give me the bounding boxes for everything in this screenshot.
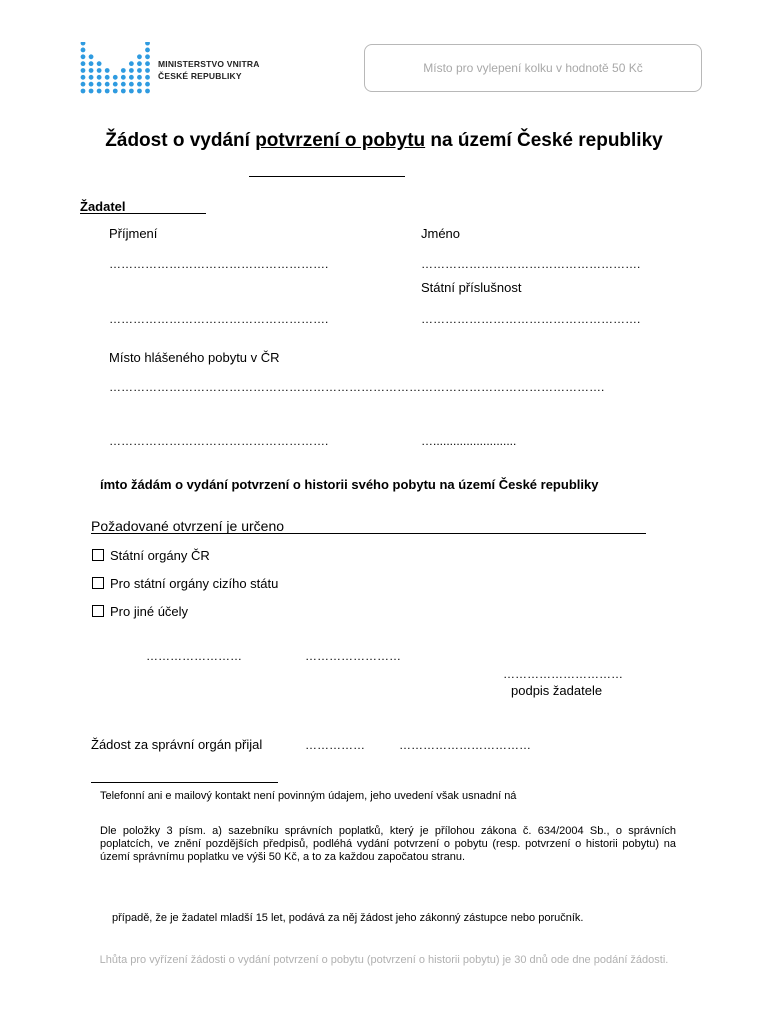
signature-label: podpis žadatele xyxy=(511,683,603,698)
logo-dot xyxy=(129,82,134,87)
footnote-rule xyxy=(91,782,278,783)
logo-dot xyxy=(97,61,102,66)
stamp-area-text: Místo pro vylepení kolku v hodnotě 50 Kč xyxy=(423,61,643,75)
logo-dot xyxy=(81,61,86,66)
logo-dot xyxy=(81,75,86,80)
residence-label: Místo hlášeného pobytu v ČR xyxy=(109,350,280,365)
applicant-heading: Žadatel xyxy=(80,199,126,214)
minor-note: případě, že je žadatel mladší 15 let, podává za něj žádost jeho zákonný zástupce nebo poručník. xyxy=(112,912,584,924)
logo-dot xyxy=(137,54,142,59)
logo-dot xyxy=(121,68,126,73)
title-rule xyxy=(249,176,405,177)
extra-field-bottom-right[interactable]: …......................... xyxy=(421,434,517,448)
place-field[interactable]: …………………… xyxy=(146,649,242,663)
logo-dot xyxy=(97,75,102,80)
logo-dot xyxy=(81,82,86,87)
logo-dot xyxy=(81,89,86,94)
applicant-heading-rule xyxy=(80,213,206,214)
logo-dot xyxy=(129,68,134,73)
logo-dot xyxy=(145,75,150,80)
logo-dot xyxy=(81,68,86,73)
logo-line-1: MINISTERSTVO VNITRA xyxy=(158,59,260,69)
logo-dot xyxy=(137,75,142,80)
received-label: Žádost za správní orgán přijal xyxy=(91,737,263,752)
purpose-heading-rule xyxy=(91,533,646,534)
logo-dot xyxy=(81,42,86,46)
purpose-option-foreign[interactable] xyxy=(92,576,278,591)
purpose-option-other[interactable] xyxy=(92,604,188,619)
logo-dot xyxy=(89,68,94,73)
logo-dot xyxy=(145,68,150,73)
request-statement: ímto žádám o vydání potvrzení o historii svého pobytu na území České republiky xyxy=(100,477,599,492)
surname-label: Příjmení xyxy=(109,226,158,241)
logo-dot xyxy=(129,61,134,66)
received-signature-field[interactable]: …………………………… xyxy=(399,738,531,752)
title-part-3: na území České republiky xyxy=(425,130,663,151)
logo-dot-mark xyxy=(80,42,156,94)
fee-note: Dle položky 3 písm. a) sazebníku správních poplatků, který je přílohou zákona č. 634/2004 Sb., o správních poplatcích, ve znění pozdějších předpisů, podléhá vydání potvrzení o pobytu (resp. potvrzení o historii pobytu) na území správnímu poplatku ve výši 50 Kč, a to za každou započatou stranu. xyxy=(100,825,676,863)
logo-dot xyxy=(113,75,118,80)
purpose-option-label: Státní orgány ČR xyxy=(110,548,210,563)
signature-field[interactable]: ………………………… xyxy=(503,667,623,681)
logo-dot xyxy=(81,48,86,53)
contact-note: Telefonní ani e mailový kontakt není povinným údajem, jeho uvedení však usnadní ná xyxy=(100,790,517,802)
purpose-heading: Požadované otvrzení je určeno xyxy=(91,518,285,534)
surname-field[interactable]: ………………………………………………. xyxy=(109,257,329,271)
date-field[interactable]: …………………… xyxy=(305,649,401,663)
logo-dot xyxy=(137,68,142,73)
title-part-1: Žádost o vydání xyxy=(105,130,256,151)
logo-dot xyxy=(121,89,126,94)
checkbox-foreign-state[interactable] xyxy=(92,577,104,589)
logo-dot xyxy=(137,61,142,66)
logo-dot xyxy=(145,48,150,53)
logo-dot xyxy=(97,89,102,94)
citizenship-label: Státní příslušnost xyxy=(421,280,522,295)
name-label: Jméno xyxy=(421,226,461,241)
logo-dot xyxy=(81,54,86,59)
logo-dot xyxy=(105,68,110,73)
logo-dot xyxy=(145,54,150,59)
logo-dot xyxy=(89,82,94,87)
logo-dot xyxy=(145,89,150,94)
title-part-2: potvrzení o pobytu xyxy=(255,130,426,151)
logo-line-2: ČESKÉ REPUBLIKY xyxy=(158,71,242,81)
logo-dot xyxy=(113,82,118,87)
logo-dot xyxy=(89,54,94,59)
logo-dot xyxy=(89,89,94,94)
received-date-field[interactable]: …………… xyxy=(305,738,365,752)
form-title xyxy=(0,130,768,152)
purpose-option-state[interactable] xyxy=(92,548,210,563)
logo-dot xyxy=(89,61,94,66)
logo-dot xyxy=(121,75,126,80)
logo-dot xyxy=(121,82,126,87)
residence-field[interactable]: ……………………………………………………………………………………………………………. xyxy=(109,380,605,394)
citizenship-field[interactable]: ………………………………………………. xyxy=(421,312,641,326)
checkbox-other-purpose[interactable] xyxy=(92,605,104,617)
processing-time-footer: Lhůta pro vyřízení žádosti o vydání potvrzení o pobytu (potvrzení o historii pobytu) je 30 dnů ode dne podání žádosti. xyxy=(99,954,669,966)
stamp-area xyxy=(364,44,702,92)
extra-field-left[interactable]: ………………………………………………. xyxy=(109,312,329,326)
name-field[interactable]: ………………………………………………. xyxy=(421,257,641,271)
logo-dot xyxy=(145,42,150,46)
logo-dot xyxy=(113,89,118,94)
logo-dot xyxy=(129,75,134,80)
logo-dot xyxy=(137,82,142,87)
logo-dot xyxy=(105,82,110,87)
logo-dot xyxy=(105,89,110,94)
logo-dot xyxy=(145,61,150,66)
logo-dot xyxy=(97,82,102,87)
logo-dot xyxy=(129,89,134,94)
logo-dot xyxy=(89,75,94,80)
logo-text xyxy=(158,58,260,82)
logo-dot xyxy=(97,68,102,73)
purpose-option-label: Pro jiné účely xyxy=(110,604,189,619)
purpose-option-label: Pro státní orgány cizího státu xyxy=(110,576,279,591)
extra-field-bottom-left[interactable]: ………………………………………………. xyxy=(109,434,329,448)
logo-dot xyxy=(137,89,142,94)
checkbox-state-organs[interactable] xyxy=(92,549,104,561)
logo-dot xyxy=(105,75,110,80)
logo-dot xyxy=(145,82,150,87)
